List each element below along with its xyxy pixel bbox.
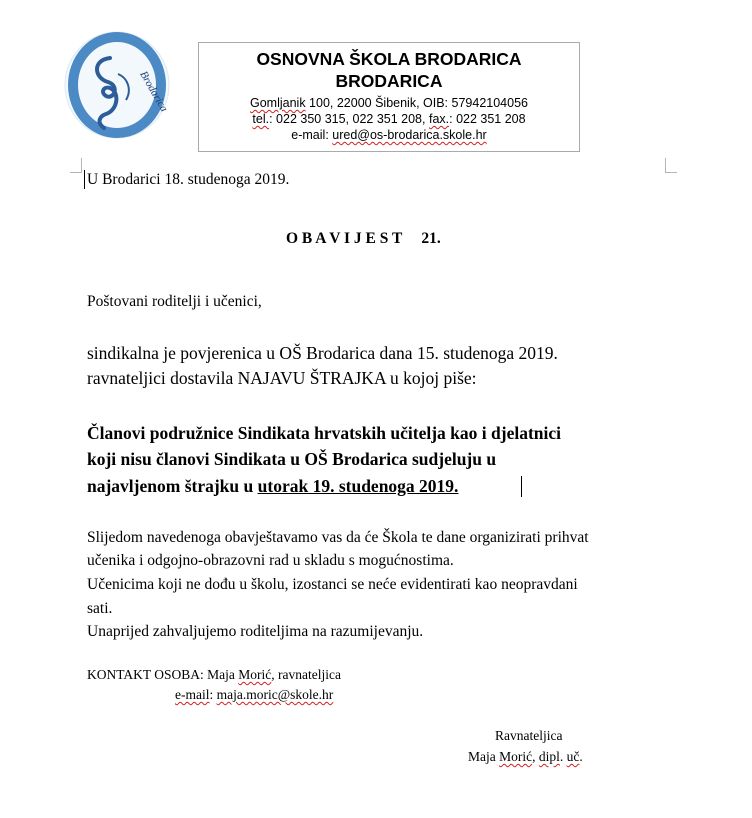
contact-email-sep: : xyxy=(209,687,217,702)
strike-date: utorak 19. studenoga 2019. xyxy=(257,476,459,496)
school-name: OSNOVNA ŠKOLA BRODARICA xyxy=(256,49,522,69)
contact-name: Morić xyxy=(238,667,272,682)
margin-mark-left xyxy=(70,158,82,173)
notice-title: O B A V I J E S T 21. xyxy=(286,230,441,247)
email-value[interactable]: ured@os-brodarica.skole.hr xyxy=(332,128,487,142)
fax-word: fax. xyxy=(428,112,450,126)
logo-text: Brodarica xyxy=(137,69,171,114)
date-line: U Brodarici 18. studenoga 2019. xyxy=(87,171,290,188)
tel-rest: : 022 350 315, 022 351 208, xyxy=(269,112,429,126)
signature-name xyxy=(468,748,583,766)
school-logo xyxy=(62,30,172,140)
contact-person xyxy=(87,666,341,684)
sig-name-b: Morić xyxy=(499,749,533,764)
strike-line-1: Članovi podružnice Sindikata hrvatskih učitelja kao i djelatnici xyxy=(87,423,562,443)
school-place: BRODARICA xyxy=(335,71,443,91)
margin-mark-right xyxy=(665,158,677,173)
body-line-1: Slijedom navedenoga obavještavamo vas da će Škola te dane organizirati prihvat xyxy=(87,529,589,546)
body-line-3: Učenicima koji ne dođu u školu, izostanci se neće evidentirati kao neopravdani xyxy=(87,576,578,593)
school-phone xyxy=(199,111,579,127)
intro-line-1: sindikalna je povjerenica u OŠ Brodarica dana 15. studenoga 2019. xyxy=(87,343,558,363)
address-rest: 100, 22000 Šibenik, OIB: 57942104056 xyxy=(305,96,528,110)
strike-line-2: koji nisu članovi Sindikata u OŠ Brodarica sudjeluju u xyxy=(87,449,497,469)
signature-title: Ravnateljica xyxy=(495,728,563,743)
sig-name-c: , xyxy=(532,749,539,764)
sig-name-g: . xyxy=(579,749,583,764)
school-email xyxy=(199,127,579,143)
contact-email-label: e-mail xyxy=(175,687,210,702)
fax-rest: : 022 351 208 xyxy=(449,112,526,126)
greeting: Poštovani roditelji i učenici, xyxy=(87,293,262,310)
email-label: e-mail: xyxy=(291,128,333,142)
contact-label: KONTAKT OSOBA: Maja xyxy=(87,667,239,682)
sig-name-a: Maja xyxy=(468,749,500,764)
sig-name-e: . xyxy=(559,749,567,764)
strike-line-3-start: najavljenom štrajku u xyxy=(87,476,258,496)
text-cursor xyxy=(84,170,85,189)
address-word: Gomljanik xyxy=(250,96,306,110)
school-address xyxy=(199,95,579,111)
text-cursor-2 xyxy=(521,476,522,497)
sig-name-d: dipl xyxy=(538,749,560,764)
tel-word: tel. xyxy=(252,112,270,126)
strike-line-3 xyxy=(87,474,458,498)
sig-name-f: uč xyxy=(566,749,580,764)
body-line-4: sati. xyxy=(87,600,113,617)
contact-role: , ravnateljica xyxy=(271,667,342,682)
contact-email-value[interactable]: maja.moric@skole.hr xyxy=(216,687,334,702)
contact-email xyxy=(175,686,333,704)
body-line-2: učenika i odgojno-obrazovni rad u skladu s mogućnostima. xyxy=(87,552,454,569)
school-header-box xyxy=(198,42,580,152)
body-line-5: Unaprijed zahvaljujemo roditeljima na razumijevanju. xyxy=(87,623,424,640)
intro-line-2: ravnateljici dostavila NAJAVU ŠTRAJKA u kojoj piše: xyxy=(87,368,477,388)
